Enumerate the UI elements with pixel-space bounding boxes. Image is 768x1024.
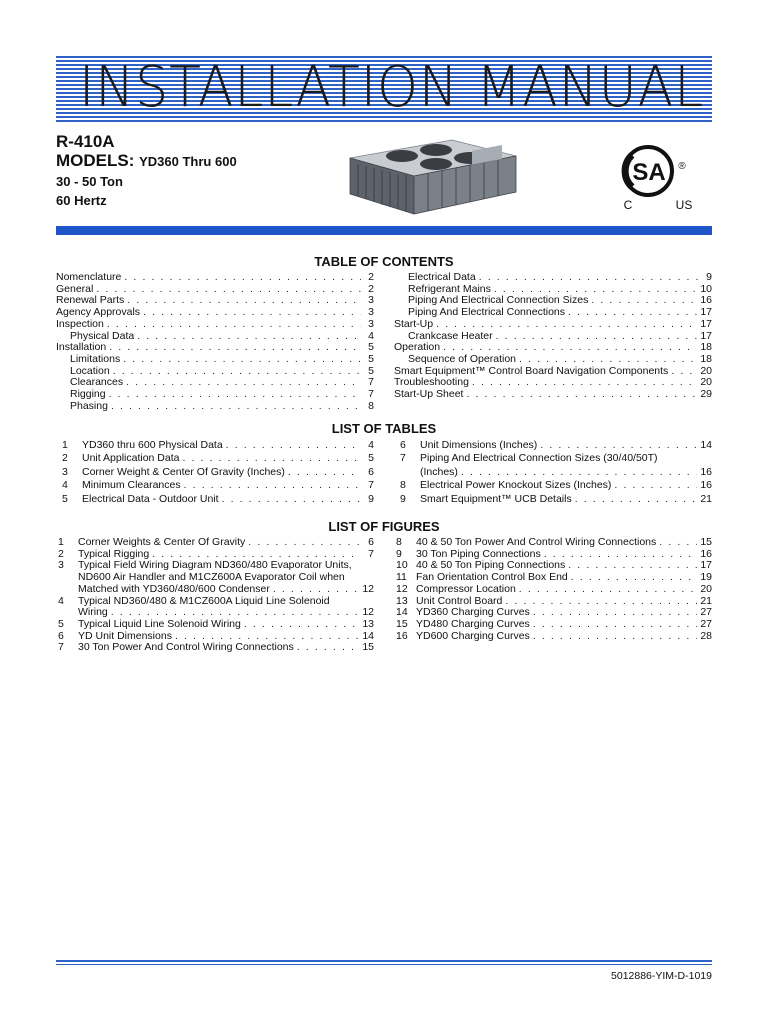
figure-label-continued: Matched with YD360/480/600 Condenser (78, 582, 270, 595)
figure-number: 10 (396, 559, 408, 572)
dot-leader (575, 493, 698, 506)
refrigerant-label: R-410A (56, 132, 115, 151)
table-entry[interactable] (62, 493, 374, 506)
toc-entry-page: 3 (368, 306, 374, 319)
table-label: Unit Application Data (82, 452, 180, 465)
models-range: YD360 Thru 600 (139, 154, 237, 169)
figure-label-continued: ND600 Air Handler and M1CZ600A Evaporator Coil when (78, 571, 345, 584)
document-number: 5012886-YIM-D-1019 (611, 970, 712, 982)
figure-page: 13 (362, 617, 374, 630)
dot-leader (137, 331, 361, 343)
table-number: 5 (62, 492, 68, 505)
table-entry[interactable] (400, 493, 712, 506)
dot-leader (659, 537, 697, 549)
dot-leader (533, 619, 698, 631)
figure-entry[interactable] (396, 619, 712, 631)
figure-number: 12 (396, 582, 408, 595)
toc-entry-page: 2 (368, 282, 374, 295)
toc-entry-page: 8 (368, 399, 374, 412)
figure-number: 16 (396, 629, 408, 642)
figure-page: 7 (368, 547, 374, 560)
toc-entry[interactable] (394, 307, 712, 319)
dot-leader (519, 584, 698, 596)
table-number: 6 (400, 439, 406, 451)
table-number: 9 (400, 492, 406, 505)
toc-entry[interactable] (56, 401, 374, 413)
dot-leader (109, 342, 361, 354)
model-info (56, 132, 237, 210)
figure-number: 3 (58, 559, 64, 572)
toc-entry[interactable] (56, 389, 374, 401)
csa-mark-text: SA (632, 159, 666, 186)
rooftop-unit-image (332, 136, 522, 218)
dot-leader (113, 366, 361, 378)
figure-number: 7 (58, 641, 64, 654)
toc-entry-page: 17 (700, 329, 712, 342)
figure-number: 4 (58, 594, 64, 607)
toc-entry-page: 29 (700, 388, 712, 401)
footer-rule-thin (56, 964, 712, 965)
table-page: 6 (368, 465, 374, 478)
dot-leader (519, 354, 697, 366)
toc-entry-label: Limitations (70, 352, 121, 365)
toc-entry-label: Piping And Electrical Connections (408, 306, 566, 319)
dot-leader (244, 619, 359, 631)
dot-leader (568, 307, 697, 319)
figure-page: 27 (700, 617, 712, 630)
dot-leader (533, 631, 698, 643)
figure-number: 8 (396, 536, 402, 548)
figure-page: 12 (362, 606, 374, 619)
figure-label: YD600 Charging Curves (416, 629, 530, 642)
figure-label: 30 Ton Power And Control Wiring Connections (78, 641, 294, 654)
table-label: Corner Weight & Center Of Gravity (Inches) (82, 465, 285, 478)
dot-leader (96, 284, 361, 296)
toc-entry-label: Nomenclature (56, 271, 122, 283)
figure-page: 14 (362, 629, 374, 642)
toc-entry-page: 7 (368, 388, 374, 401)
dot-leader (533, 607, 698, 619)
dot-leader (571, 572, 698, 584)
toc-entry-page: 5 (368, 352, 374, 365)
figure-page: 6 (368, 536, 374, 548)
toc-entry[interactable] (394, 389, 712, 401)
table-page: 14 (700, 439, 712, 451)
dot-leader (107, 319, 361, 331)
toc-title: TABLE OF CONTENTS (314, 254, 454, 269)
table-entry[interactable] (400, 452, 712, 479)
toc-entry-label: Sequence of Operation (408, 352, 516, 365)
figure-entry[interactable] (396, 631, 712, 643)
toc-entry-label: Inspection (56, 317, 104, 330)
table-number: 4 (62, 479, 68, 492)
toc-entry-label: Physical Data (70, 329, 135, 342)
csa-registered-mark: ® (678, 161, 686, 172)
toc-right-column (394, 272, 712, 401)
dot-leader (109, 389, 361, 401)
figure-page: 20 (700, 582, 712, 595)
dot-leader (124, 272, 361, 284)
dot-leader (297, 642, 360, 654)
table-label: Electrical Data - Outdoor Unit (82, 492, 219, 505)
table-label: Piping And Electrical Connection Sizes (30/40/50T) (420, 452, 658, 465)
table-number: 8 (400, 479, 406, 492)
table-number: 1 (62, 439, 68, 451)
dot-leader (505, 596, 697, 608)
manual-title: INSTALLATION MANUAL (78, 55, 705, 120)
toc-entry-label: Phasing (70, 399, 108, 412)
tables-title: LIST OF TABLES (331, 421, 437, 436)
figure-label: YD360 Charging Curves (416, 606, 530, 619)
frequency: 60 Hertz (56, 193, 107, 208)
toc-entry[interactable] (394, 319, 712, 331)
figure-entry[interactable] (58, 619, 374, 631)
figure-number: 1 (58, 536, 64, 548)
table-page: 7 (368, 479, 374, 492)
models-line (56, 151, 237, 172)
toc-entry-page: 18 (700, 352, 712, 365)
table-page: 16 (700, 465, 712, 478)
figure-number: 2 (58, 547, 64, 560)
toc-entry-label: Crankcase Heater (408, 329, 493, 342)
toc-entry-label: Start-Up Sheet (394, 388, 464, 401)
dot-leader (123, 354, 361, 366)
toc-entry-label: Rigging (70, 388, 106, 401)
tables-left-column (62, 439, 374, 506)
figure-number: 14 (396, 606, 408, 619)
toc-entry-page: 7 (368, 376, 374, 389)
toc-entry[interactable] (394, 272, 712, 284)
table-label: Electrical Power Knockout Sizes (Inches) (420, 479, 612, 492)
table-page: 21 (700, 492, 712, 505)
figure-label-continued: Wiring (78, 606, 108, 619)
toc-entry-page: 5 (368, 341, 374, 354)
dot-leader (436, 319, 697, 331)
figure-page: 15 (700, 536, 712, 548)
tonnage: 30 - 50 Ton (56, 174, 123, 189)
figure-page: 21 (700, 594, 712, 607)
table-label: YD360 thru 600 Physical Data (82, 439, 223, 451)
dot-leader (614, 479, 697, 492)
table-page: 5 (368, 452, 374, 465)
figure-entry[interactable] (58, 537, 374, 549)
toc-entry-page: 10 (700, 282, 712, 295)
toc-entry-label: Renewal Parts (56, 294, 125, 307)
table-number: 2 (62, 452, 68, 465)
figure-number: 5 (58, 617, 64, 630)
csa-certification-icon (618, 143, 698, 211)
figure-label: Typical Field Wiring Diagram ND360/480 Evaporator Units, (78, 559, 352, 572)
toc-entry-page: 4 (368, 329, 374, 342)
figure-label: 30 Ton Piping Connections (416, 547, 541, 560)
toc-entry-label: Agency Approvals (56, 306, 141, 319)
figure-label: Compressor Location (416, 582, 516, 595)
figure-entry[interactable] (58, 596, 374, 619)
figure-page: 15 (362, 641, 374, 654)
toc-entry-label: Installation (56, 341, 107, 354)
toc-entry-label: Operation (394, 341, 441, 354)
toc-entry[interactable] (56, 272, 374, 284)
header-divider (56, 226, 712, 235)
toc-entry-label: Location (70, 364, 110, 377)
figures-left-column (58, 537, 374, 654)
toc-entry-label: Smart Equipment™ Control Board Navigation Components (394, 364, 669, 377)
figure-number: 6 (58, 629, 64, 642)
table-number: 7 (400, 452, 406, 465)
figure-entry[interactable] (396, 584, 712, 596)
toc-entry-label: Troubleshooting (394, 376, 469, 389)
figure-label: YD Unit Dimensions (78, 629, 172, 642)
dot-leader (288, 466, 361, 479)
figure-number: 13 (396, 594, 408, 607)
figures-title: LIST OF FIGURES (328, 519, 440, 534)
table-page: 9 (368, 492, 374, 505)
dot-leader (222, 493, 361, 506)
toc-entry-label: Refrigerant Mains (408, 282, 491, 295)
figures-right-column (396, 537, 712, 642)
dot-leader (226, 439, 361, 452)
figure-number: 15 (396, 617, 408, 630)
figure-page: 12 (362, 582, 374, 595)
figure-label: YD480 Charging Curves (416, 617, 530, 630)
toc-entry-page: 3 (368, 317, 374, 330)
figure-page: 19 (700, 571, 712, 584)
toc-entry-label: Clearances (70, 376, 124, 389)
table-entry[interactable] (62, 439, 374, 452)
dot-leader (143, 307, 361, 319)
table-page: 4 (368, 439, 374, 451)
dot-leader (496, 331, 698, 343)
figure-entry[interactable] (396, 537, 712, 549)
figure-number: 9 (396, 547, 402, 560)
figure-page: 27 (700, 606, 712, 619)
dot-leader (111, 401, 361, 413)
table-label-continued: (Inches) (420, 465, 458, 478)
toc-entry-page: 16 (700, 294, 712, 307)
toc-entry-page: 20 (700, 376, 712, 389)
toc-entry[interactable] (394, 331, 712, 343)
dot-leader (479, 272, 699, 284)
footer-rule (56, 960, 712, 962)
toc-entry-label: Start-Up (394, 317, 434, 330)
figure-label: Unit Control Board (416, 594, 503, 607)
toc-entry-page: 2 (368, 271, 374, 283)
toc-entry[interactable] (56, 354, 374, 366)
table-entry[interactable] (400, 439, 712, 452)
dot-leader (568, 560, 697, 572)
dot-leader (544, 549, 698, 561)
figure-page: 17 (700, 559, 712, 572)
dot-leader (248, 537, 361, 549)
toc-entry-label: Electrical Data (408, 271, 476, 283)
toc-entry-page: 9 (706, 271, 712, 283)
table-entry[interactable] (62, 479, 374, 492)
figure-label: 40 & 50 Ton Piping Connections (416, 559, 566, 572)
dot-leader (671, 366, 697, 378)
dot-leader (126, 377, 361, 389)
toc-entry-page: 5 (368, 364, 374, 377)
csa-left-label: C (623, 198, 633, 211)
tables-right-column (400, 439, 712, 506)
dot-leader (591, 295, 697, 307)
table-entry[interactable] (62, 466, 374, 479)
table-label: Minimum Clearances (82, 479, 181, 492)
toc-entry-page: 18 (700, 341, 712, 354)
dot-leader (461, 466, 697, 479)
table-label: Smart Equipment™ UCB Details (420, 492, 572, 505)
toc-entry-label: Piping And Electrical Connection Sizes (408, 294, 589, 307)
dot-leader (184, 479, 361, 492)
figure-label: Typical ND360/480 & M1CZ600A Liquid Line Solenoid (78, 594, 330, 607)
table-entry[interactable] (400, 479, 712, 492)
toc-entry-page: 17 (700, 306, 712, 319)
title-banner (56, 54, 712, 122)
toc-entry-page: 3 (368, 294, 374, 307)
toc-entry-label: General (56, 282, 94, 295)
toc-left-column (56, 272, 374, 412)
toc-entry-page: 17 (700, 317, 712, 330)
figure-number: 11 (396, 571, 407, 584)
toc-entry[interactable] (56, 319, 374, 331)
dot-leader (540, 439, 697, 452)
toc-entry-page: 20 (700, 364, 712, 377)
table-number: 3 (62, 465, 68, 478)
dot-leader (182, 452, 361, 465)
table-entry[interactable] (62, 452, 374, 465)
figure-page: 16 (700, 547, 712, 560)
toc-entry[interactable] (394, 354, 712, 366)
figure-label: Corner Weights & Center Of Gravity (78, 536, 246, 548)
figure-entry[interactable] (58, 642, 374, 654)
figure-label: Fan Orientation Control Box End (416, 571, 568, 584)
dot-leader (472, 377, 697, 389)
figure-page: 28 (700, 629, 712, 642)
figure-entry[interactable] (58, 560, 374, 595)
dot-leader (273, 584, 359, 596)
figure-label: Typical Liquid Line Solenoid Wiring (78, 617, 241, 630)
table-page: 16 (700, 479, 712, 492)
models-label: MODELS: (56, 151, 135, 170)
figure-label: 40 & 50 Ton Power And Control Wiring Connections (416, 536, 657, 548)
dot-leader (127, 295, 361, 307)
csa-right-label: US (675, 198, 693, 211)
table-label: Unit Dimensions (Inches) (420, 439, 538, 451)
dot-leader (466, 389, 697, 401)
figure-label: Typical Rigging (78, 547, 150, 560)
